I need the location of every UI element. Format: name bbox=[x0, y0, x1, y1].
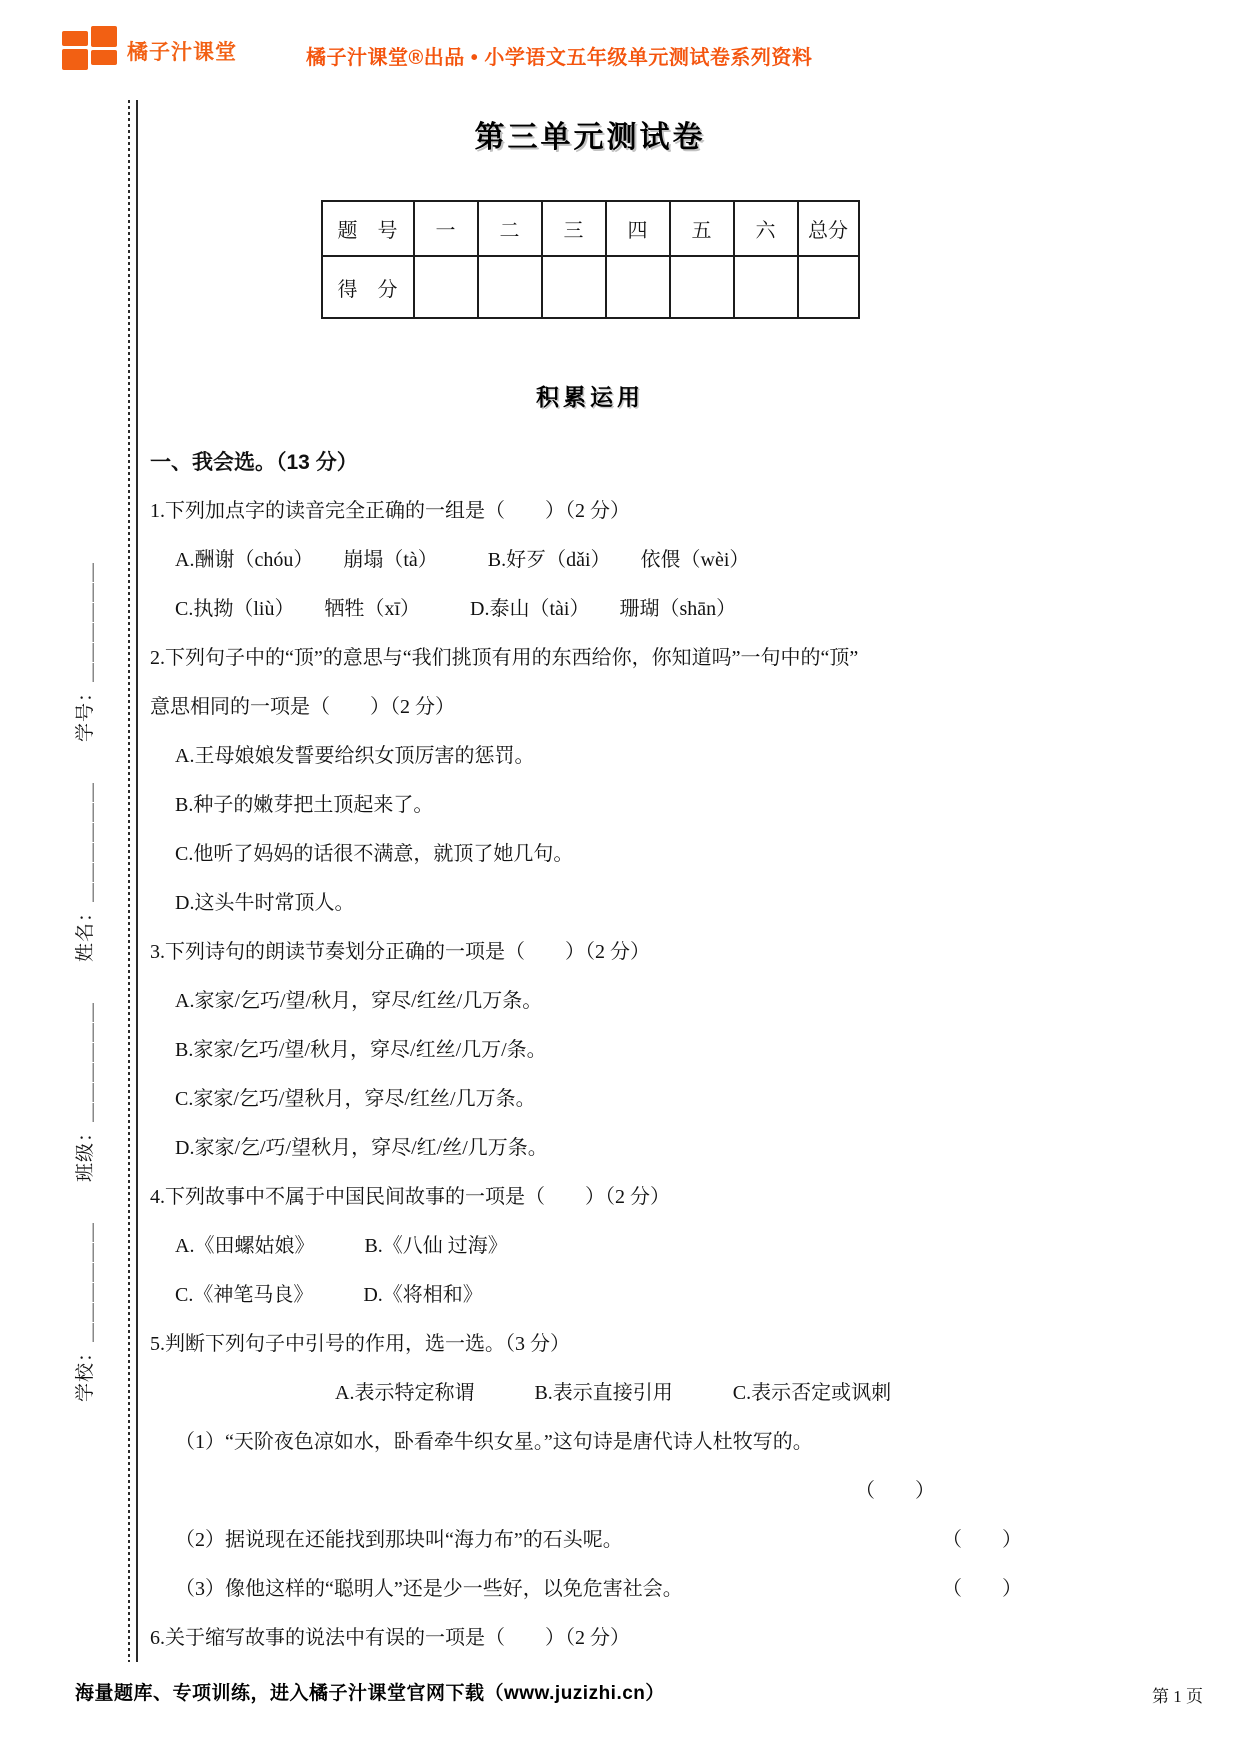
score-empty-cell bbox=[734, 256, 798, 318]
question-4-options-cd: C.《神笔马良》 D.《将相和》 bbox=[175, 1284, 483, 1306]
score-header-cell: 一 bbox=[414, 201, 478, 256]
score-empty-cell bbox=[798, 256, 859, 318]
question-5-item-2-answer-paren: （ ） bbox=[942, 1529, 1022, 1551]
question-5-item-3-answer-paren: （ ） bbox=[942, 1578, 1022, 1600]
header-series-line: 橘子汁课堂®出品 • 小学语文五年级单元测试卷系列资料 bbox=[306, 47, 813, 69]
page-title: 第三单元测试卷 bbox=[474, 121, 706, 154]
score-header-cell: 四 bbox=[606, 201, 670, 256]
question-5-choices: A.表示特定称谓 B.表示直接引用 C.表示否定或讽刺 bbox=[335, 1382, 892, 1404]
question-1-options-ab: A.酬谢（chóu） 崩塌（tà） B.好歹（dǎi） 依偎（wèi） bbox=[175, 549, 750, 571]
question-3-option-d: D.家家/乞/巧/望秋月，穿尽/红/丝/几万条。 bbox=[175, 1137, 548, 1159]
score-empty-cell bbox=[478, 256, 542, 318]
logo-square-icon bbox=[91, 26, 117, 47]
question-3-option-c: C.家家/乞巧/望秋月，穿尽/红丝/几万条。 bbox=[175, 1088, 536, 1110]
brand-name: 橘子汁课堂 bbox=[127, 41, 237, 64]
question-5-item-3 bbox=[150, 1565, 1022, 1614]
score-table bbox=[321, 200, 860, 319]
part-one-heading: 一、我会选。（13 分） bbox=[150, 451, 358, 474]
logo-square-icon bbox=[91, 50, 117, 65]
question-2-line-2: 意思相同的一项是（ ）（2 分） bbox=[150, 696, 455, 718]
section-title: 积累运用 bbox=[536, 384, 644, 410]
score-table-score-row bbox=[322, 256, 859, 318]
score-header-cell: 二 bbox=[478, 201, 542, 256]
score-empty-cell bbox=[414, 256, 478, 318]
page-number: 第 1 页 bbox=[1152, 1687, 1203, 1706]
score-empty-cell bbox=[670, 256, 734, 318]
brand-logo-icon bbox=[62, 26, 120, 72]
score-row-label: 得 分 bbox=[322, 256, 414, 318]
question-5-item-2-text: （2）据说现在还能找到那块叫“海力布”的石头呢。 bbox=[175, 1529, 623, 1551]
score-empty-cell bbox=[542, 256, 606, 318]
question-3-option-b: B.家家/乞巧/望/秋月，穿尽/红丝/几万/条。 bbox=[175, 1039, 547, 1061]
question-5-item-1-answer-paren: （ ） bbox=[855, 1480, 935, 1502]
question-2-option-a: A.王母娘娘发誓要给织女顶厉害的惩罚。 bbox=[175, 745, 535, 767]
score-table-header-row bbox=[322, 201, 859, 256]
logo-square-icon bbox=[62, 49, 88, 70]
question-4: 4.下列故事中不属于中国民间故事的一项是（ ）（2 分） bbox=[150, 1186, 670, 1208]
question-3-option-a: A.家家/乞巧/望/秋月，穿尽/红丝/几万条。 bbox=[175, 990, 543, 1012]
question-5-item-3-text: （3）像他这样的“聪明人”还是少一些好，以免危害社会。 bbox=[175, 1578, 683, 1600]
logo-square-icon bbox=[62, 31, 88, 46]
question-6: 6.关于缩写故事的说法中有误的一项是（ ）（2 分） bbox=[150, 1627, 630, 1649]
footer-promo-text: 海量题库、专项训练，进入橘子汁课堂官网下载（www.juzizhi.cn） bbox=[75, 1683, 665, 1704]
question-1: 1.下列加点字的读音完全正确的一组是（ ）（2 分） bbox=[150, 500, 630, 522]
question-2-option-b: B.种子的嫩芽把土顶起来了。 bbox=[175, 794, 434, 816]
score-header-cell: 六 bbox=[734, 201, 798, 256]
score-empty-cell bbox=[606, 256, 670, 318]
question-5-item-1: （1）“天阶夜色凉如水，卧看牵牛织女星。”这句诗是唐代诗人杜牧写的。 bbox=[175, 1431, 813, 1453]
question-1-options-cd: C.执拗（liù） 牺牲（xī） D.泰山（tài） 珊瑚（shān） bbox=[175, 598, 737, 620]
score-header-cell: 题 号 bbox=[322, 201, 414, 256]
student-info-fields: 学校：＿＿＿＿＿＿ 班级：＿＿＿＿＿＿ 姓名：＿＿＿＿＿＿ 学号：＿＿＿＿＿＿ bbox=[75, 561, 96, 1402]
question-5-item-2 bbox=[150, 1516, 1022, 1565]
question-2-option-c: C.他听了妈妈的话很不满意，就顶了她几句。 bbox=[175, 843, 574, 865]
paper-body bbox=[150, 100, 1030, 1663]
seal-dotted-line bbox=[128, 100, 130, 1662]
question-2-line-1: 2.下列句子中的“顶”的意思与“我们挑顶有用的东西给你，你知道吗”一句中的“顶” bbox=[150, 647, 859, 669]
score-header-cell: 五 bbox=[670, 201, 734, 256]
question-3: 3.下列诗句的朗读节奏划分正确的一项是（ ）（2 分） bbox=[150, 941, 650, 963]
score-header-cell: 总分 bbox=[798, 201, 859, 256]
question-2-option-d: D.这头牛时常顶人。 bbox=[175, 892, 355, 914]
question-5: 5.判断下列句子中引号的作用，选一选。（3 分） bbox=[150, 1333, 570, 1355]
score-header-cell: 三 bbox=[542, 201, 606, 256]
question-4-options-ab: A.《田螺姑娘》 B.《八仙 过海》 bbox=[175, 1235, 508, 1257]
seal-solid-line bbox=[136, 100, 138, 1662]
question-block bbox=[150, 438, 1030, 1663]
